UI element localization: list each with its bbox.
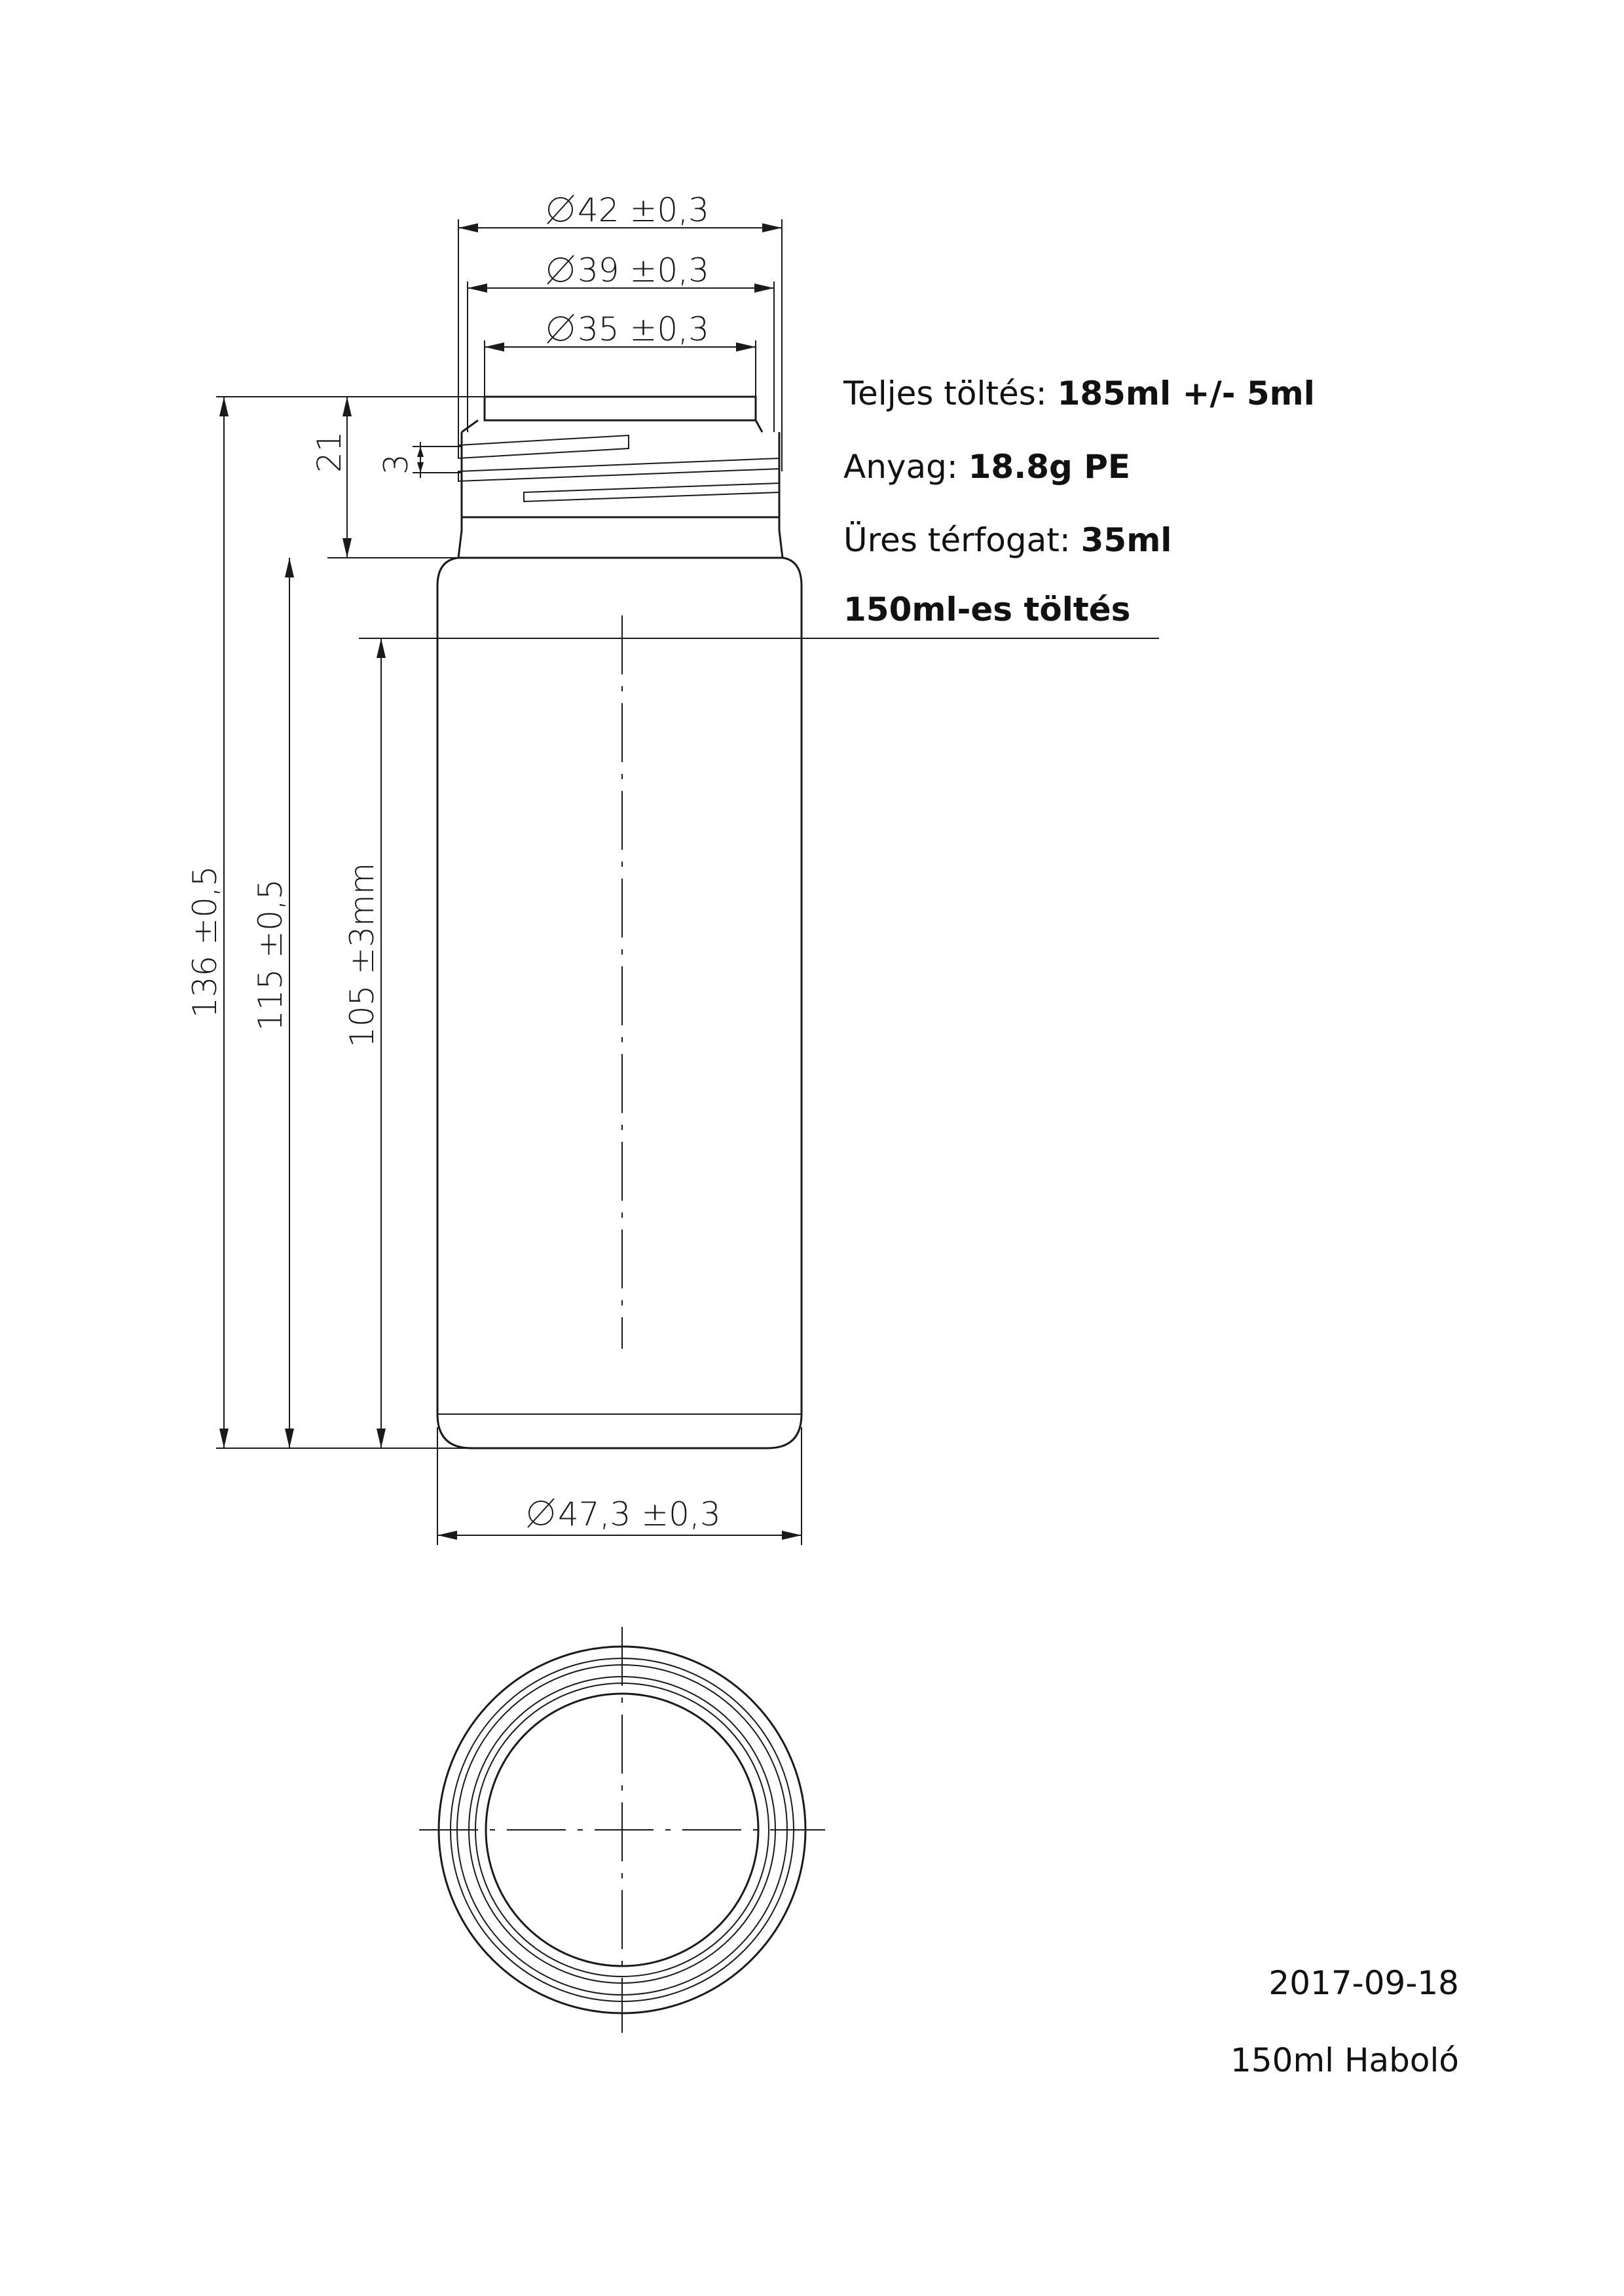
bottle-body-outline <box>437 558 802 1448</box>
thread-ridge-lower <box>458 458 779 481</box>
top-diameter-dimensions <box>458 191 782 471</box>
dim-label-47: 47,3 ±0,3 <box>558 1495 721 1533</box>
spec-material-value: 18.8g PE <box>968 448 1130 486</box>
bottle-top-view <box>419 1627 825 2033</box>
dim-label-35: 35 ±0,3 <box>578 310 709 348</box>
neck-collar <box>458 517 783 558</box>
spec-material-label: Anyag: <box>843 448 958 486</box>
neck-lip-outline <box>485 397 756 420</box>
thread-ridge-upper <box>458 435 629 458</box>
spec-empty-volume-label: Üres térfogat: <box>843 521 1071 559</box>
spec-fill-note <box>843 591 1130 629</box>
diameter-symbol-icon <box>547 195 574 224</box>
dim-label-136: 136 ±0,5 <box>186 866 224 1018</box>
spec-total-fill <box>843 374 1315 412</box>
product-name: 150ml Haboló <box>1230 2041 1459 2079</box>
drawing-date: 2017-09-18 <box>1268 1964 1459 2002</box>
diameter-symbol-icon <box>547 314 574 343</box>
dim-label-3: 3 <box>377 454 415 475</box>
body-diameter-dimension <box>437 1427 802 1545</box>
dim-label-105: 105 ±3mm <box>343 862 381 1048</box>
spec-total-fill-label: Teljes töltés: <box>843 374 1047 412</box>
spec-fill-note-text: 150ml-es töltés <box>843 591 1131 629</box>
dim-label-115: 115 ±0,5 <box>251 879 289 1031</box>
spec-total-fill-value: 185ml +/- 5ml <box>1057 374 1315 412</box>
dim-label-39: 39 ±0,3 <box>578 251 709 289</box>
thread-ridge-bottom <box>524 483 779 501</box>
bottle-side-view <box>437 397 802 1448</box>
spec-material <box>843 448 1130 486</box>
diameter-symbol-icon <box>528 1499 554 1527</box>
spec-empty-volume <box>843 521 1172 559</box>
spec-empty-volume-value: 35ml <box>1080 521 1172 559</box>
dim-label-42: 42 ±0,3 <box>578 191 709 229</box>
diameter-symbol-icon <box>547 255 574 284</box>
dim-label-21: 21 <box>310 431 348 473</box>
